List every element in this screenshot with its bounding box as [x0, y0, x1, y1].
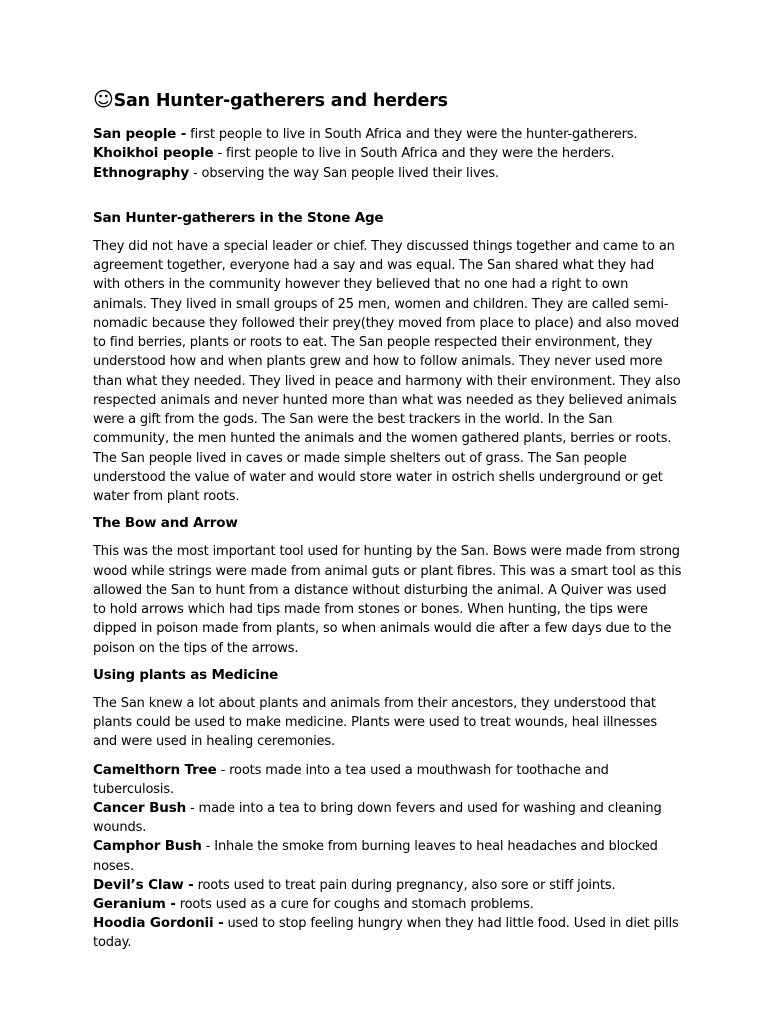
plant-name: Camphor Bush: [93, 838, 202, 855]
plant-item: [93, 914, 683, 952]
plant-name: Hoodia Gordonii -: [93, 915, 224, 932]
definition-text: - observing the way San people lived their lives.: [189, 165, 499, 181]
section-heading-medicine: Using plants as Medicine: [93, 666, 279, 683]
definition-text: - first people to live in South Africa and they were the herders.: [213, 146, 615, 162]
definition-term: Khoikhoi people: [93, 145, 214, 162]
definitions-list: [93, 125, 683, 183]
definition-item: [93, 144, 683, 163]
section-paragraph-stone-age: They did not have a special leader or chief. They discussed things together and came to an agreement together, everyone had a say and was equal. The San shared what they had with others in the community however they believed that no one had a right to own animals. They lived in small groups of 25 men, women and children. They are called semi-nomadic because they followed their prey(they moved from place to place) and also moved to find berries, plants or roots to eat. The San people respected their environment, they understood how and when plants grew and how to follow animals. They never used more than what they needed. They lived in peace and harmony with their environment. They also respected animals and never hunted more than what was needed as they believed animals were a gift from the gods. The San were the best trackers in the world. In the San community, the men hunted the animals and the women gathered plants, berries or roots. The San people lived in caves or made simple shelters out of grass. The San people understood the value of water and would store water in ostrich shells underground or get water from plant roots.: [93, 238, 681, 505]
plant-description: roots used as a cure for coughs and stomach problems.: [175, 897, 534, 913]
plant-item: [93, 876, 683, 895]
plant-item: [93, 761, 683, 799]
plant-description: used to stop feeling hungry when they had little food. Used in diet pills today.: [93, 916, 679, 951]
plant-description: - Inhale the smoke from burning leaves to heal headaches and blocked noses.: [93, 839, 658, 874]
definition-item: [93, 164, 683, 183]
section-heading-stone-age: San Hunter-gatherers in the Stone Age: [93, 209, 384, 226]
page-title-text: San Hunter-gatherers and herders: [113, 91, 448, 111]
section-paragraph-bow-and-arrow: This was the most important tool used for hunting by the San. Bows were made from strong wood while strings were made from animal guts or plant fibres. This was a smart tool as this allowed the San to hunt from a distance without disturbing the animal. A Quiver was used to hold arrows which had tips made from stones or bones. When hunting, the tips were dipped in poison made from plants, so when animals would die after a few days due to the poison on the tips of the arrows.: [93, 544, 682, 656]
plant-name: Geranium -: [93, 896, 176, 913]
plant-description: - made into a tea to bring down fevers and used for washing and cleaning wounds.: [93, 801, 662, 836]
smiley-icon: ☺: [93, 87, 114, 111]
plant-description: roots used to treat pain during pregnancy, also sore or stiff joints.: [193, 877, 616, 893]
plant-item: [93, 837, 683, 875]
plants-list: [93, 761, 683, 953]
page-title: [93, 86, 683, 114]
plant-item: [93, 799, 683, 837]
plant-name: Devil’s Claw -: [93, 876, 194, 893]
document-page: [93, 86, 683, 953]
definition-term: Ethnography: [93, 164, 190, 181]
plant-name: Cancer Bush: [93, 800, 187, 817]
definition-text: first people to live in South Africa and they were the hunter-gatherers.: [186, 127, 638, 142]
section-heading-bow-and-arrow: The Bow and Arrow: [93, 515, 238, 532]
definition-item: [93, 125, 683, 144]
section-paragraph-medicine: The San knew a lot about plants and animals from their ancestors, they understood that plants could be used to make medicine. Plants were used to treat wounds, heal illnesses and were used in healing ceremonies.: [93, 695, 658, 750]
definition-term: San people -: [93, 126, 187, 142]
plant-description: - roots made into a tea used a mouthwash for toothache and tuberculosis.: [93, 762, 609, 797]
plant-item: [93, 895, 683, 914]
plant-name: Camelthorn Tree: [93, 761, 217, 778]
